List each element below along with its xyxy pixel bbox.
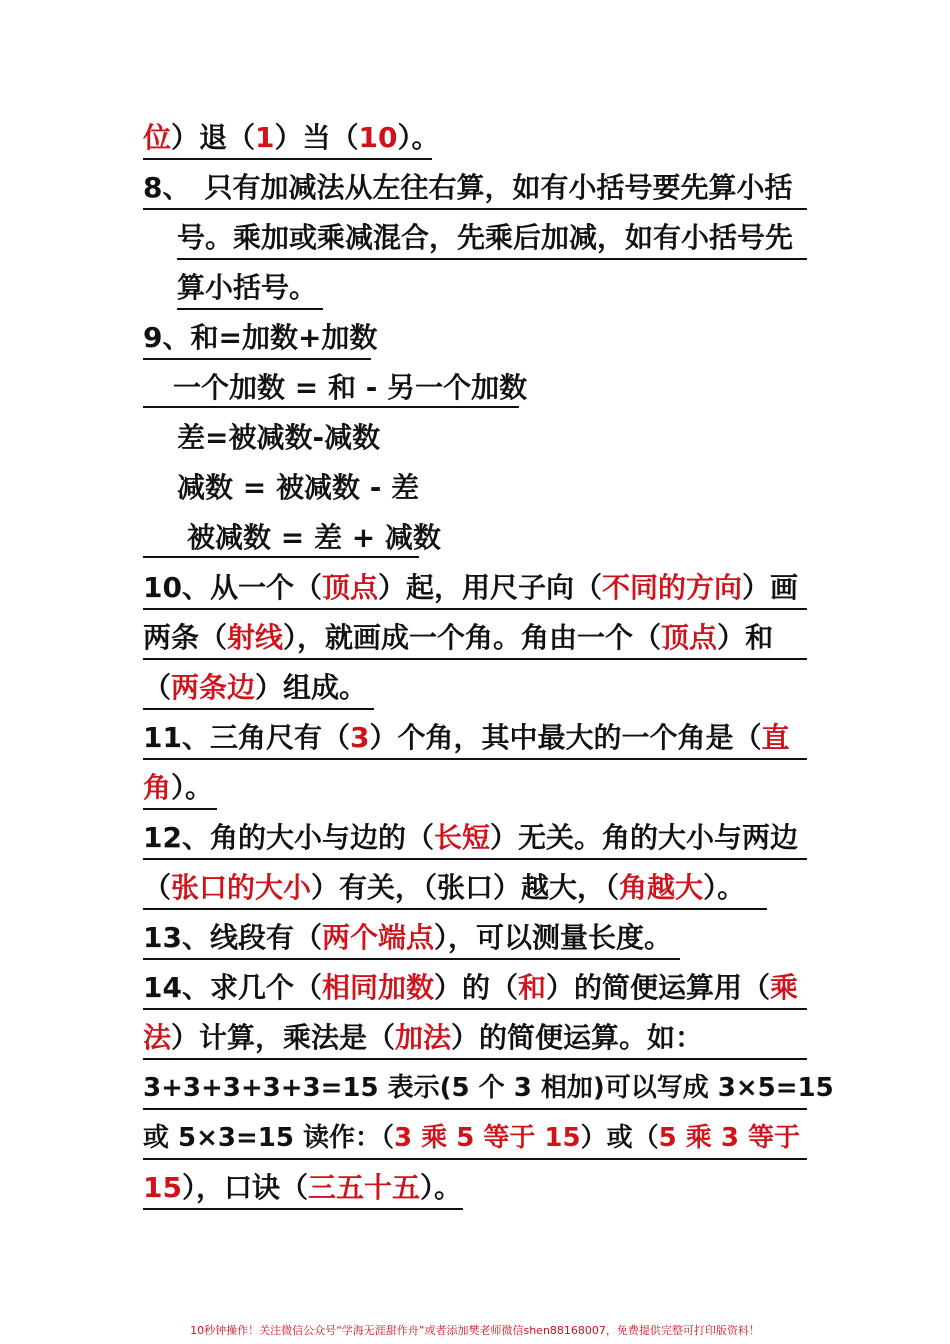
- answer-text: 角越大: [619, 871, 704, 904]
- line-text: ）。: [397, 121, 440, 154]
- line-text: 14、求几个（: [143, 971, 322, 1004]
- item-9-line: [177, 418, 380, 458]
- line-text: 9、和=加数+加数: [143, 321, 378, 354]
- answer-text: 相同加数: [321, 971, 434, 1004]
- answer-text: 3: [349, 721, 370, 754]
- line-text: ）退（: [171, 121, 256, 154]
- line-text: 或 5×3=15 读作：（: [143, 1123, 395, 1153]
- line-text: ）或（: [580, 1123, 659, 1153]
- line-text: ）画: [742, 571, 799, 604]
- line-text: 11、三角尺有（: [143, 721, 350, 754]
- answer-text: 和: [518, 971, 547, 1004]
- line-text: ）有关，（张口）越大，（: [311, 871, 620, 904]
- item-12-line: [143, 818, 807, 860]
- answer-text: 顶点: [661, 621, 718, 654]
- line-text: ），就画成一个角。角由一个（: [283, 621, 662, 654]
- line-text: ）计算，乘法是（: [171, 1021, 396, 1054]
- line-text: ）。: [171, 771, 214, 804]
- footer-notice: 10秒钟操作！关注微信公众号“学海无涯甜作舟”或者添加樊老师微信shen88168007，免费提供完整可打印版资料！: [190, 1324, 760, 1337]
- line-text: ）和: [717, 621, 774, 654]
- line-text: ）无关。角的大小与两边: [489, 821, 798, 854]
- line-text: （: [143, 871, 172, 904]
- answer-text: 1: [255, 121, 275, 154]
- line-text: 一个加数 = 和 - 另一个加数: [173, 371, 528, 404]
- item-8-line: [177, 268, 323, 310]
- item-8-line: [143, 168, 807, 210]
- line-text: 号。乘加或乘减混合，先乘后加减，如有小括号先: [177, 221, 794, 254]
- line-text: （: [143, 671, 172, 704]
- item-14-line: [143, 1068, 834, 1110]
- answer-text: 3 乘 5 等于 15: [394, 1123, 581, 1153]
- text-line: [143, 118, 440, 160]
- line-text: 8、 只有加减法从左往右算，如有小括号要先算小括: [143, 171, 793, 204]
- line-text: ）当（: [274, 121, 359, 154]
- line-text: ）个角，其中最大的一个角是（: [369, 721, 762, 754]
- answer-text: 两个端点: [321, 921, 434, 954]
- line-text: 减数 = 被减数 - 差: [177, 471, 420, 504]
- line-text: 被减数 = 差 + 减数: [187, 521, 441, 554]
- line-text: ），口诀（: [181, 1171, 308, 1204]
- item-9-line: [143, 518, 441, 558]
- answer-text: 乘: [770, 971, 799, 1004]
- answer-text: 顶点: [321, 571, 378, 604]
- line-text: ）。: [703, 871, 746, 904]
- line-text: ）的简便运算。如：: [451, 1021, 704, 1054]
- answer-text: 张口的大小: [171, 871, 312, 904]
- line-text: 12、角的大小与边的（: [143, 821, 434, 854]
- item-9-line: [143, 368, 528, 408]
- item-11-line: [143, 718, 807, 760]
- answer-text: 不同的方向: [602, 571, 743, 604]
- item-9-line: [143, 318, 378, 360]
- line-text: 两条（: [143, 621, 228, 654]
- answer-text: 长短: [433, 821, 490, 854]
- item-14-line: [143, 968, 807, 1010]
- line-text: 算小括号。: [177, 271, 318, 304]
- item-14-line: [143, 1168, 463, 1210]
- item-9-line: [177, 468, 419, 508]
- item-11-line: [143, 768, 217, 810]
- answer-text: 射线: [227, 621, 284, 654]
- item-12-line: [143, 868, 767, 910]
- answer-text: 三五十五: [307, 1171, 420, 1204]
- item-14-line: [143, 1018, 807, 1060]
- line-text: ）的简便运算用（: [546, 971, 771, 1004]
- line-text: ），可以测量长度。: [433, 921, 672, 954]
- item-10-line: [143, 668, 374, 710]
- answer-text: 法: [143, 1021, 172, 1054]
- answer-text: 加法: [395, 1021, 452, 1054]
- answer-text: 10: [358, 121, 398, 154]
- item-8-line: [177, 218, 807, 260]
- item-14-line: [143, 1118, 807, 1160]
- item-10-line: [143, 618, 807, 660]
- answer-text: 5 乘 3 等于: [658, 1123, 800, 1153]
- answer-text: 角: [143, 771, 172, 804]
- line-text: 13、线段有（: [143, 921, 322, 954]
- answer-text: 位: [143, 121, 172, 154]
- item-13-line: [143, 918, 680, 960]
- line-text: ）。: [420, 1171, 463, 1204]
- answer-text: 两条边: [171, 671, 256, 704]
- item-10-line: [143, 568, 807, 610]
- line-text: 10、从一个（: [143, 571, 322, 604]
- line-text: 差=被减数-减数: [177, 421, 381, 454]
- answer-text: 15: [143, 1171, 182, 1204]
- line-text: 3+3+3+3+3=15 表示(5 个 3 相加)可以写成 3×5=15: [143, 1073, 834, 1103]
- line-text: ）的（: [433, 971, 518, 1004]
- answer-text: 直: [761, 721, 790, 754]
- line-text: ）起，用尺子向（: [377, 571, 602, 604]
- line-text: ）组成。: [255, 671, 368, 704]
